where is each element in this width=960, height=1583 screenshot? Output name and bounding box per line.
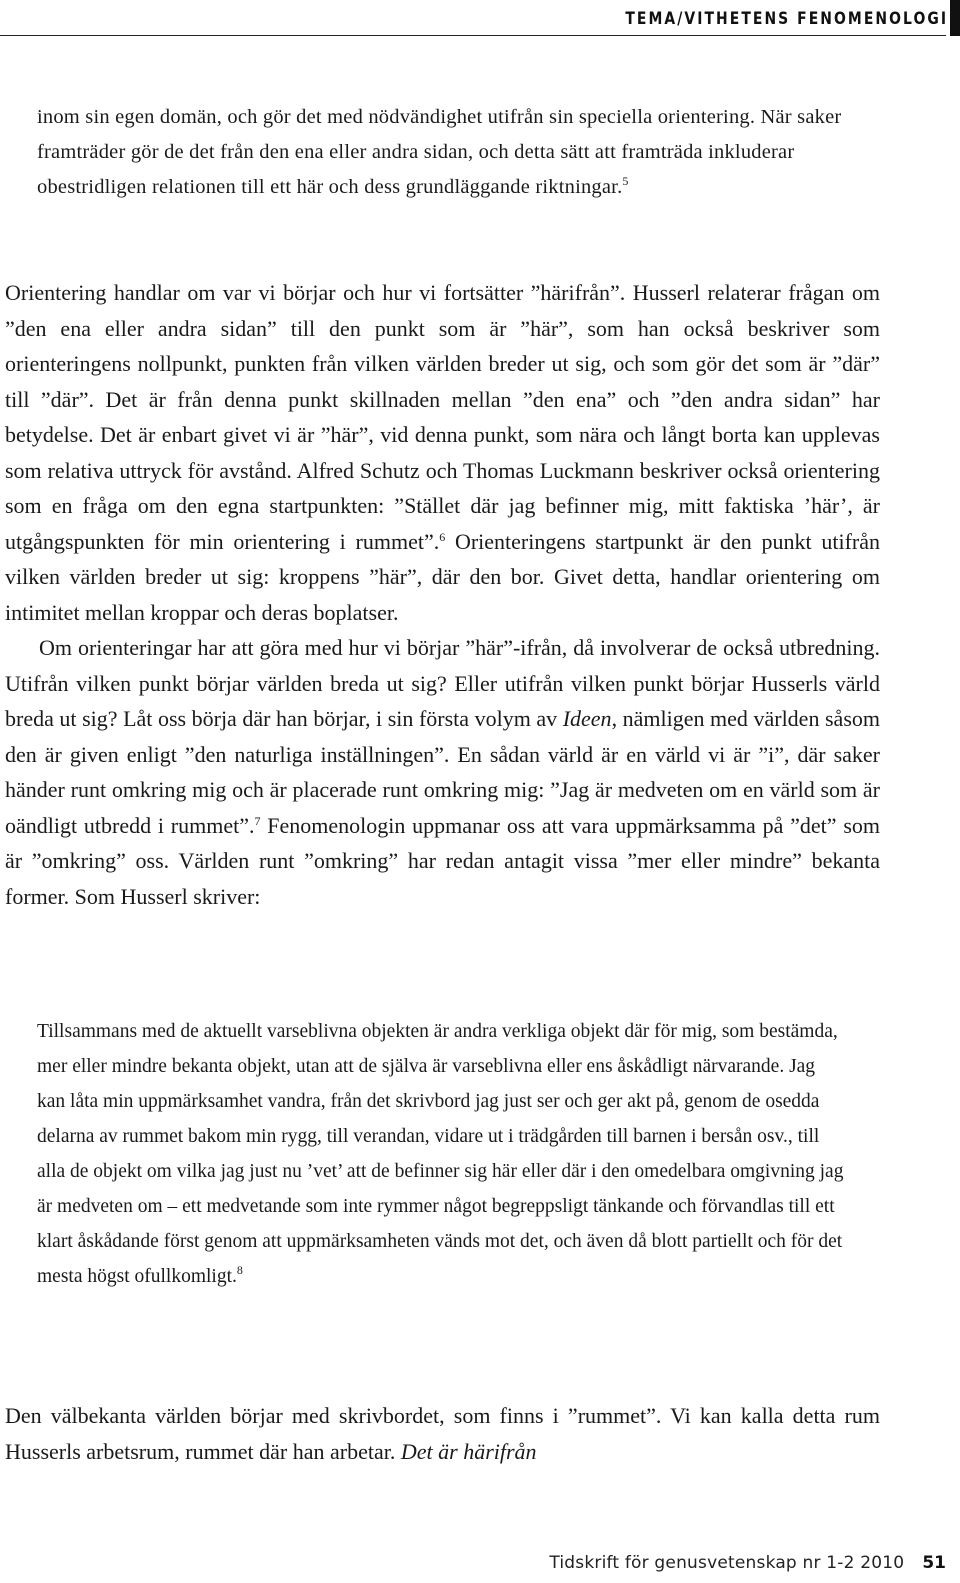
footnote-ref-5: 5 xyxy=(622,174,629,188)
running-header xyxy=(552,0,960,36)
lead-text: inom sin egen domän, och gör det med nödvändighet utifrån sin speciella orientering. När saker framträder gör de det från den ena eller andra sidan, och detta sätt att framträda inkluderar obestridligen relationen till ett här och dess grundläggande riktningar. xyxy=(37,106,842,198)
paragraph-orientation xyxy=(5,275,880,630)
closing-italic: Det är härifrån xyxy=(400,1439,537,1464)
closing-paragraph xyxy=(5,1398,880,1470)
footnote-ref-6: 6 xyxy=(439,529,446,544)
paragraph-2-end: Fenomenologin uppmanar oss att vara uppmärksamma på ”det” som är ”omkring” oss. Världen runt ”omkring” har redan antagit vissa ”mer eller mindre” bekanta former. Som Husserl skriver: xyxy=(5,812,880,909)
book-title-ideen: Ideen xyxy=(562,706,612,731)
paragraph-2-start: Om orienteringar har att göra med hur vi börjar ”här”-ifrån, då involverar de också utbredning. Utifrån vilken punkt börjar världen breda ut sig? Eller utifrån vilken punkt börjar Husserls värld breda ut sig? Låt oss börja där han börjar, i sin första volym av xyxy=(5,635,880,731)
page-footer xyxy=(549,1553,946,1573)
section-title: TEMA/VITHETENS FENOMENOLOGI xyxy=(625,9,949,29)
paragraph-extension xyxy=(5,630,880,914)
footnote-ref-7: 7 xyxy=(254,813,261,828)
quote-text: Tillsammans med de aktuellt varseblivna objekten är andra verkliga objekt där för mig, som bestämda, mer eller mindre bekanta objekt, utan att de själva är varseblivna eller ens åskådligt närvarande. Jag kan låta min uppmärksamhet vandra, från det skrivbord jag just ser och ger akt på, genom de osedda delarna av rummet bakom min rygg, till verandan, vidare ut i trädgården till barnen i bersån osv., till alla de objekt om vilka jag just nu ’vet’ att de befinner sig här eller där i den omedelbara omgivning jag är medveten om – ett medvetande som inte rymmer något begreppsligt tänkande och förvandlas till ett klart åskådande först genom att uppmärksamheten vänds mot det, och även då blott partiellt och för det mesta högst ofullkomligt. xyxy=(37,1021,844,1287)
lead-paragraph xyxy=(37,100,857,205)
paragraph-2-mid: , nämligen med världen såsom den är given enligt ”den naturliga inställningen”. En sådan värld är en värld vi är ”i”, där saker händer runt omkring mig och är placerade runt omkring mig: ”Jag är medveten om en värld som är oändligt utbredd i rummet”. xyxy=(5,706,880,838)
paragraph-1-end: Orienteringens startpunkt är den punkt utifrån vilken världen breder ut sig: kroppens ”här”, där den bor. Givet detta, handlar orientering om intimitet mellan kroppar och deras boplatser. xyxy=(5,528,880,625)
header-bar-mark xyxy=(950,0,960,36)
block-quote xyxy=(37,1014,847,1294)
footnote-ref-8: 8 xyxy=(236,1263,243,1277)
closing-text: Den välbekanta världen börjar med skrivbordet, som finns i ”rummet”. Vi kan kalla detta rum Husserls arbetsrum, rummet där han arbetar. xyxy=(5,1403,880,1464)
page-number: 51 xyxy=(922,1553,946,1573)
paragraph-1-text: Orientering handlar om var vi börjar och hur vi fortsätter ”härifrån”. Husserl relaterar frågan om ”den ena eller andra sidan” till den punkt som är ”här”, som han också beskriver som orienteringens nollpunkt, punkten från vilken världen breder ut sig, och som gör det som är ”där” till ”där”. Det är från denna punkt skillnaden mellan ”den ena” och ”den andra sidan” har betydelse. Det är enbart givet vi är ”här”, vid denna punkt, som nära och långt borta kan upplevas som relativa uttryck för avstånd. Alfred Schutz och Thomas Luckmann beskriver också orientering som en fråga om den egna startpunkten: ”Stället där jag befinner mig, mitt faktiska ’här’, är utgångspunkten för min orientering i rummet”. xyxy=(5,280,880,554)
journal-name: Tidskrift för genusvetenskap nr 1-2 2010 xyxy=(549,1553,905,1573)
body-text xyxy=(5,275,880,914)
